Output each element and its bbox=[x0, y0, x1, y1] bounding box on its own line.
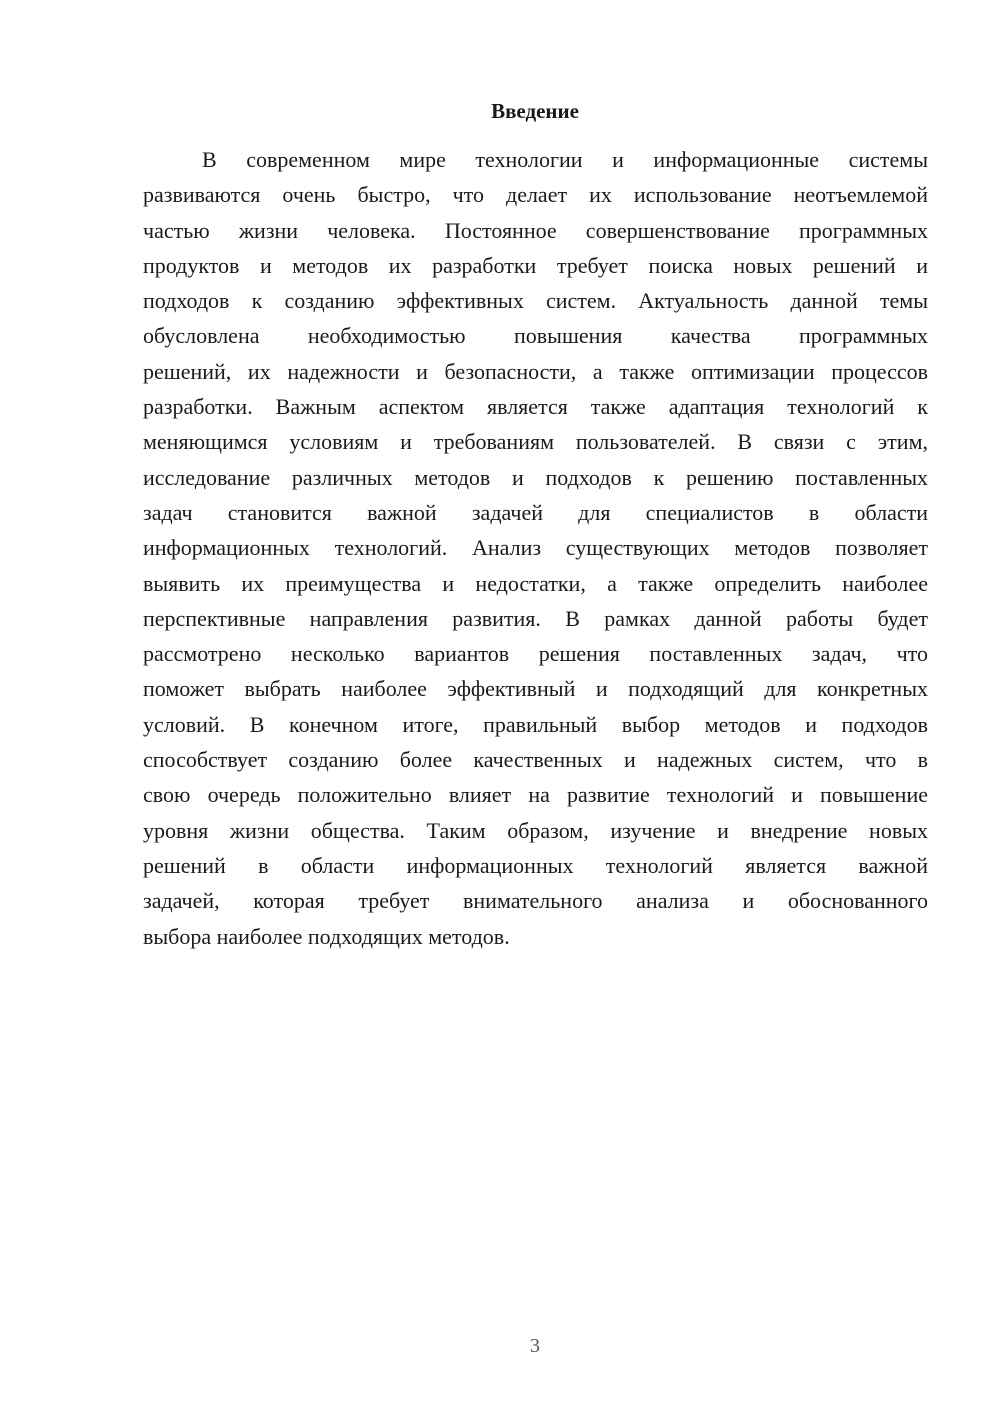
text-line: задачей, которая требует внимательного анализа и обоснованного bbox=[143, 888, 928, 914]
text-line: свою очередь положительно влияет на развитие технологий и повышение bbox=[143, 782, 928, 808]
text-line: перспективные направления развития. В рамках данной работы будет bbox=[143, 605, 928, 631]
text-line: информационных технологий. Анализ существующих методов позволяет bbox=[143, 535, 928, 561]
page-title: Введение bbox=[491, 99, 579, 123]
text-line: рассмотрено несколько вариантов решения поставленных задач, что bbox=[143, 641, 928, 667]
text-line: решений в области информационных технологий является важной bbox=[143, 852, 928, 878]
text-line: развиваются очень быстро, что делает их использование неотъемлемой bbox=[143, 182, 928, 208]
text-line: В современном мире технологии и информационные системы bbox=[202, 147, 928, 172]
text-line: способствует созданию более качественных и надежных систем, что в bbox=[143, 747, 928, 773]
text-line: условий. В конечном итоге, правильный выбор методов и подходов bbox=[143, 711, 928, 737]
text-line: выявить их преимущества и недостатки, а также определить наиболее bbox=[143, 570, 928, 596]
text-line: подходов к созданию эффективных систем. Актуальность данной темы bbox=[143, 288, 928, 314]
text-line: разработки. Важным аспектом является также адаптация технологий к bbox=[143, 394, 928, 420]
text-line: частью жизни человека. Постоянное совершенствование программных bbox=[143, 217, 928, 243]
text-line: обусловлена необходимостью повышения качества программных bbox=[143, 323, 928, 349]
text-line: меняющимся условиям и требованиям пользователей. В связи с этим, bbox=[143, 429, 928, 455]
text-line: уровня жизни общества. Таким образом, изучение и внедрение новых bbox=[143, 817, 928, 843]
page-number: 3 bbox=[530, 1335, 540, 1357]
text-line: продуктов и методов их разработки требует поиска новых решений и bbox=[143, 252, 928, 278]
text-line: задач становится важной задачей для специалистов в области bbox=[143, 499, 928, 525]
body-text bbox=[143, 142, 928, 954]
text-line: поможет выбрать наиболее эффективный и подходящий для конкретных bbox=[143, 676, 928, 702]
text-line: решений, их надежности и безопасности, а также оптимизации процессов bbox=[143, 358, 928, 384]
text-line: исследование различных методов и подходов к решению поставленных bbox=[143, 464, 928, 490]
text-line: выбора наиболее подходящих методов. bbox=[143, 923, 510, 949]
